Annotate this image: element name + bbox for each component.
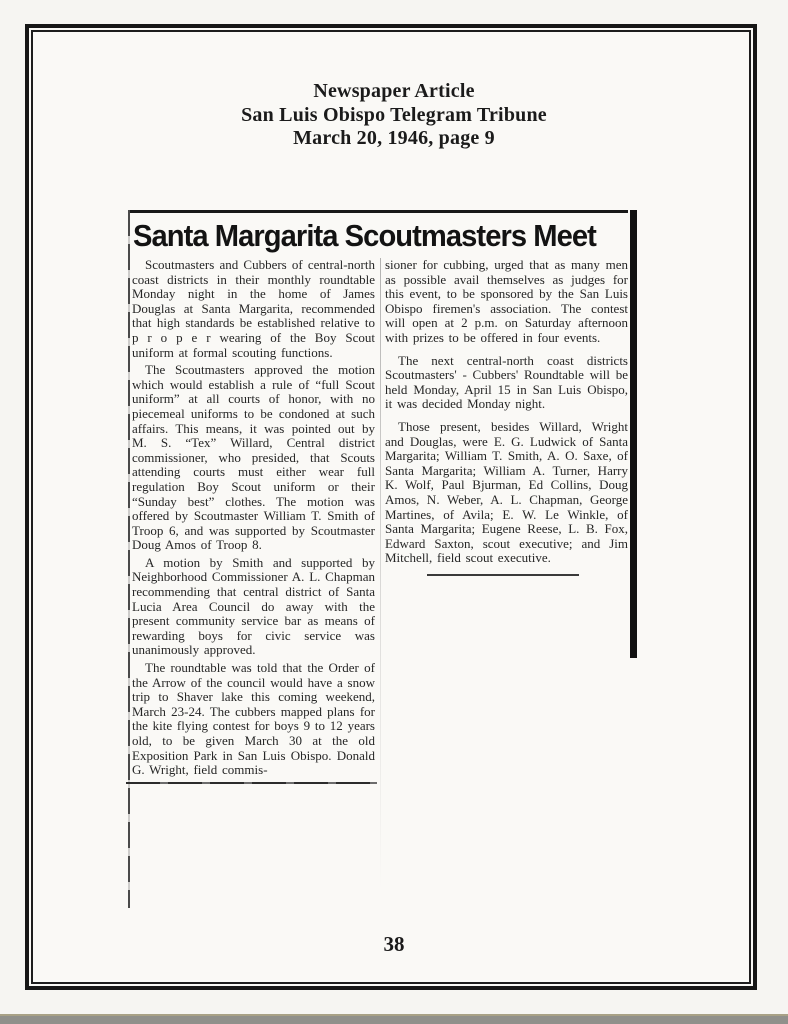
paragraph: Those present, besides Willard, Wright and Douglas, were E. G. Ludwick of Santa Margarita; William T. Smith, A. O. Saxe, of Santa Margarita; William A. Turner, Harry K. Wolf, Paul Bjurman, Ed Collins, Doug Amos, N. Weber, A. L. Chapman, George Martines, of Avila; E. W. Le Winkle, of Santa Margarita; Eugene Reese, L. B. Fox, Edward Saxton, scout executive; and Jim Mitchell, field scout executive. [385,418,628,566]
paragraph: sioner for cubbing, urged that as many men as possible avail themselves as judges for this event, to be sponsored by the San Luis Obispo firemen's association. The contest will open at 2 p.m. on Saturday afternoon with prizes to be offered in four events. [385,257,628,345]
newspaper-clipping [128,206,638,910]
clipping-right-column-rule [630,210,637,658]
article-column-left [132,258,375,890]
clipping-left-edge [128,210,130,908]
paragraph: The roundtable was told that the Order of the Arrow of the council would have a snow trip to Shaver lake this coming weekend, March 23-24. The cubbers mapped plans for the kite flying contest for boys 9 to 12 years old, to be given March 30 at the old Exposition Park in San Luis Obispo. Donald G. Wright, field commis- [132,660,375,778]
paragraph: A motion by Smith and supported by Neighborhood Commissioner A. L. Chapman recommending that central district of Santa Lucia Area Council do away with the present community service bar as means of rewarding boys for civic service was unanimously approved. [132,554,375,658]
paragraph: The Scoutmasters approved the motion which would establish a rule of “full Scout uniform” at all courts of honor, with no piecemeal uniforms to be condoned at such affairs. This means, it was pointed out by M. S. “Tex” Willard, Central district commissioner, who presided, that Scouts attending courts must either wear full regulation Boy Scout uniform or their “Sunday best” clothes. The motion was offered by Scoutmaster William T. Smith of Troop 6, and was supported by Scoutmaster Doug Amos of Troop 8. [132,362,375,553]
paragraph: Scoutmasters and Cubbers of central-north coast districts in their monthly roundtable Monday night in the home of James Douglas at Santa Margarita, recommended that high standards be established relative to p r o p e r wearing of the Boy Scout uniform at formal scouting functions. [132,257,375,360]
caption-line-type: Newspaper Article [313,80,475,102]
article-columns [132,258,628,890]
article-end-rule [427,574,579,576]
scanner-edge-artifact [0,1014,788,1024]
caption-line-date: March 20, 1946, page 9 [293,127,495,149]
clipping-top-rule [130,210,628,213]
caption-line-source: San Luis Obispo Telegram Tribune [241,103,547,126]
document-caption [0,80,788,151]
article-headline: Santa Margarita Scoutmasters Meet [133,218,596,253]
clipping-bottom-rule [126,782,377,784]
page-number: 38 [383,932,405,956]
article-column-right [385,258,628,890]
paragraph: The next central-north coast districts Scoutmasters' - Cubbers' Roundtable will be held Monday, April 15 in San Luis Obispo, it was decided Monday night. [385,352,628,412]
column-separator-rule [380,258,381,890]
